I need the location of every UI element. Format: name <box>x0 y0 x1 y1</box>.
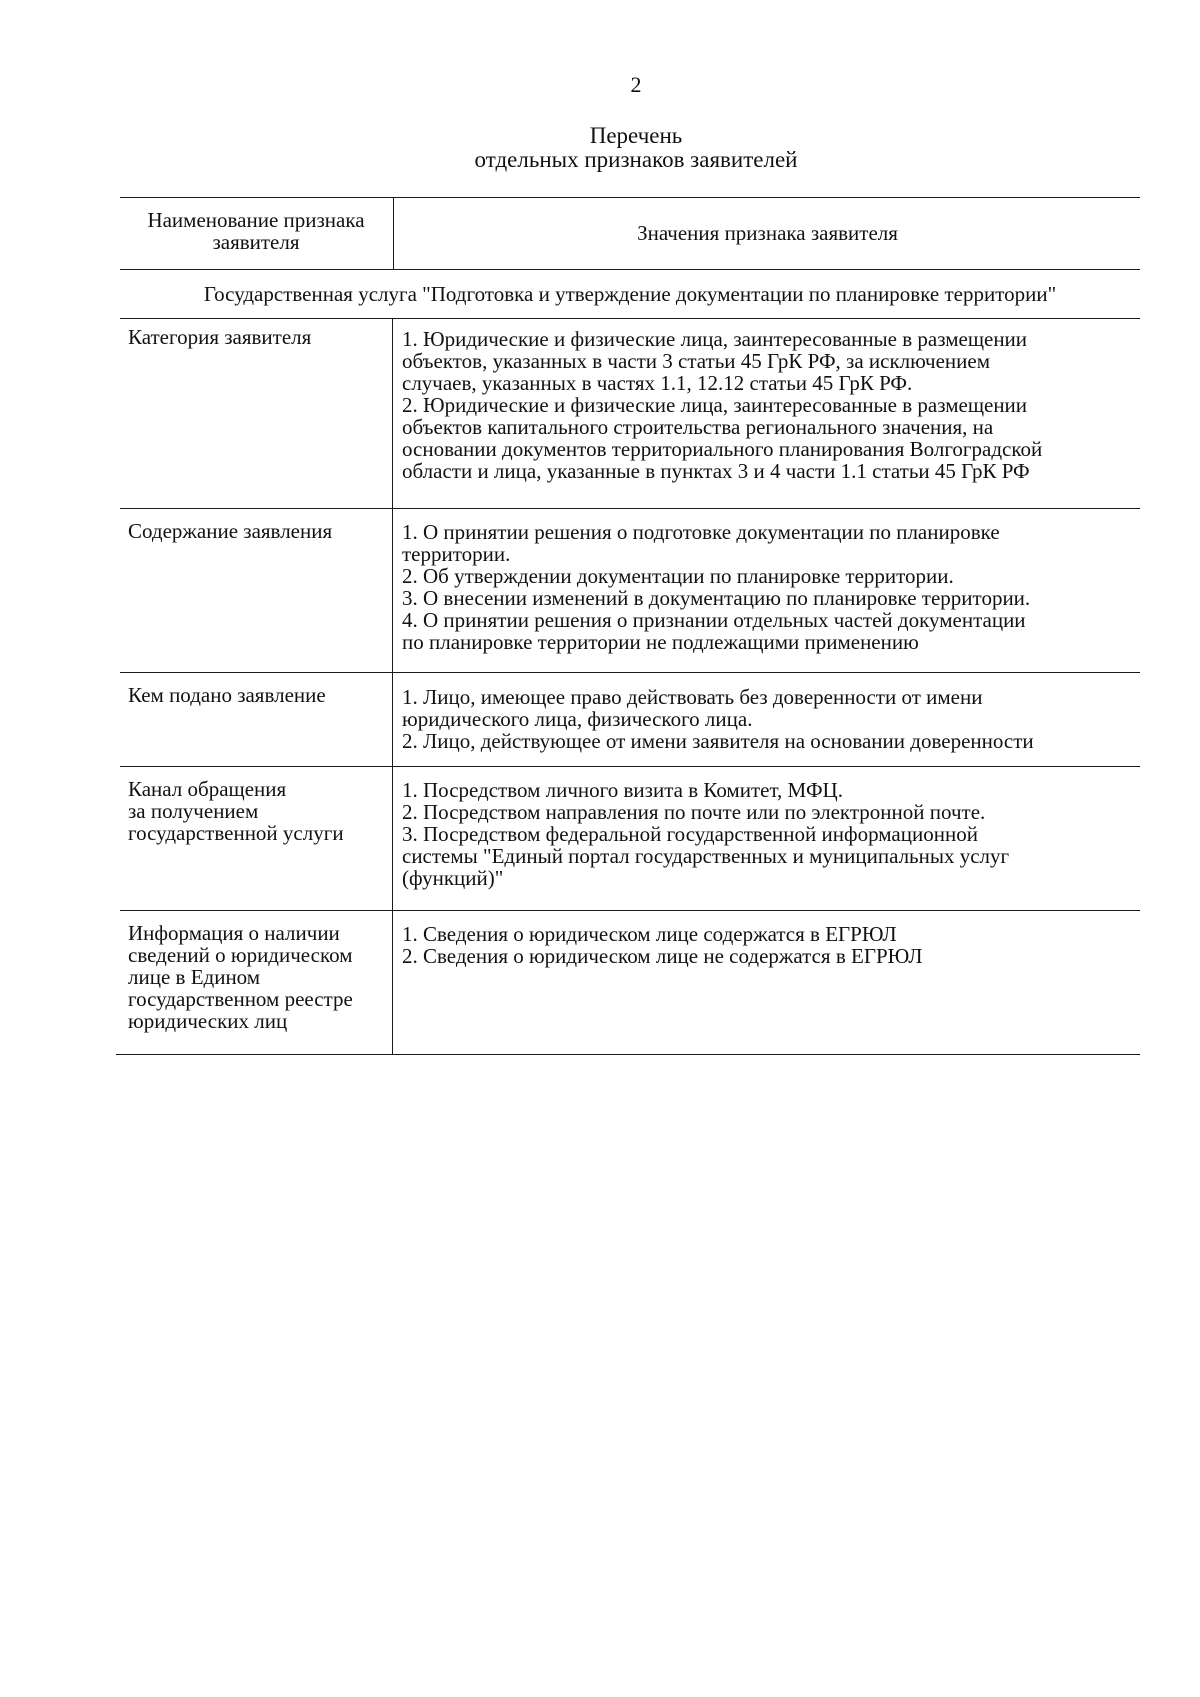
table-top-rule <box>120 197 1140 198</box>
page-number: 2 <box>630 72 642 97</box>
row-values-applicant-category: 1. Юридические и физические лица, заинтересованные в размещении объектов, указанных в части 3 статьи 45 ГрК РФ, за исключением случаев, указанных в частях 1.1, 12.12 статьи 45 ГрК РФ. 2. Юридические и физические лица, заинтересованные в размещении объектов капитального строительства регионального значения, на основании документов территориального планирования Волгоградской области и лица, указанные в пунктах 3 и 4 части 1.1 статьи 45 ГрК РФ <box>402 327 1043 483</box>
row-label-application-content: Содержание заявления <box>128 519 333 543</box>
header-bottom-rule <box>120 269 1140 270</box>
row-values-egrul-info: 1. Сведения о юридическом лице содержатся в ЕГРЮЛ 2. Сведения о юридическом лице не содержатся в ЕГРЮЛ <box>402 922 923 968</box>
service-name-row: Государственная услуга "Подготовка и утверждение документации по планировке территории" <box>203 282 1057 306</box>
row-3-bottom-rule <box>120 766 1140 767</box>
body-column-divider <box>392 318 393 1054</box>
header-feature-name: Наименование признака заявителя <box>147 208 365 254</box>
document-title <box>0 124 1200 172</box>
table-bottom-rule <box>116 1054 1140 1055</box>
title-line-2: отдельных признаков заявителей <box>474 147 798 172</box>
row-values-application-content: 1. О принятии решения о подготовке документации по планировке территории. 2. Об утверждении документации по планировке территории. 3. О внесении изменений в документацию по планировке территории. 4. О принятии решения о признании отдельных частей документации по планировке территории не подлежащими применению <box>402 520 1031 654</box>
row-label-applicant-category: Категория заявителя <box>128 325 312 349</box>
service-row-bottom-rule <box>120 318 1140 319</box>
row-values-submitted-by: 1. Лицо, имеющее право действовать без доверенности от имени юридического лица, физического лица. 2. Лицо, действующее от имени заявителя на основании доверенности <box>402 685 1034 753</box>
row-label-request-channel: Канал обращения за получением государственной услуги <box>128 777 344 845</box>
row-1-bottom-rule <box>120 508 1140 509</box>
title-line-1: Перечень <box>589 123 683 148</box>
row-2-bottom-rule <box>120 672 1140 673</box>
row-4-bottom-rule <box>120 910 1140 911</box>
row-label-submitted-by: Кем подано заявление <box>128 683 326 707</box>
row-label-egrul-info: Информация о наличии сведений о юридическом лице в Едином государственном реестре юридических лиц <box>128 921 353 1033</box>
header-column-divider <box>393 197 394 269</box>
header-feature-values: Значения признака заявителя <box>637 221 898 245</box>
row-values-request-channel: 1. Посредством личного визита в Комитет, МФЦ. 2. Посредством направления по почте или по электронной почте. 3. Посредством федеральной государственной информационной системы "Единый портал государственных и муниципальных услуг (функций)" <box>402 778 1010 890</box>
